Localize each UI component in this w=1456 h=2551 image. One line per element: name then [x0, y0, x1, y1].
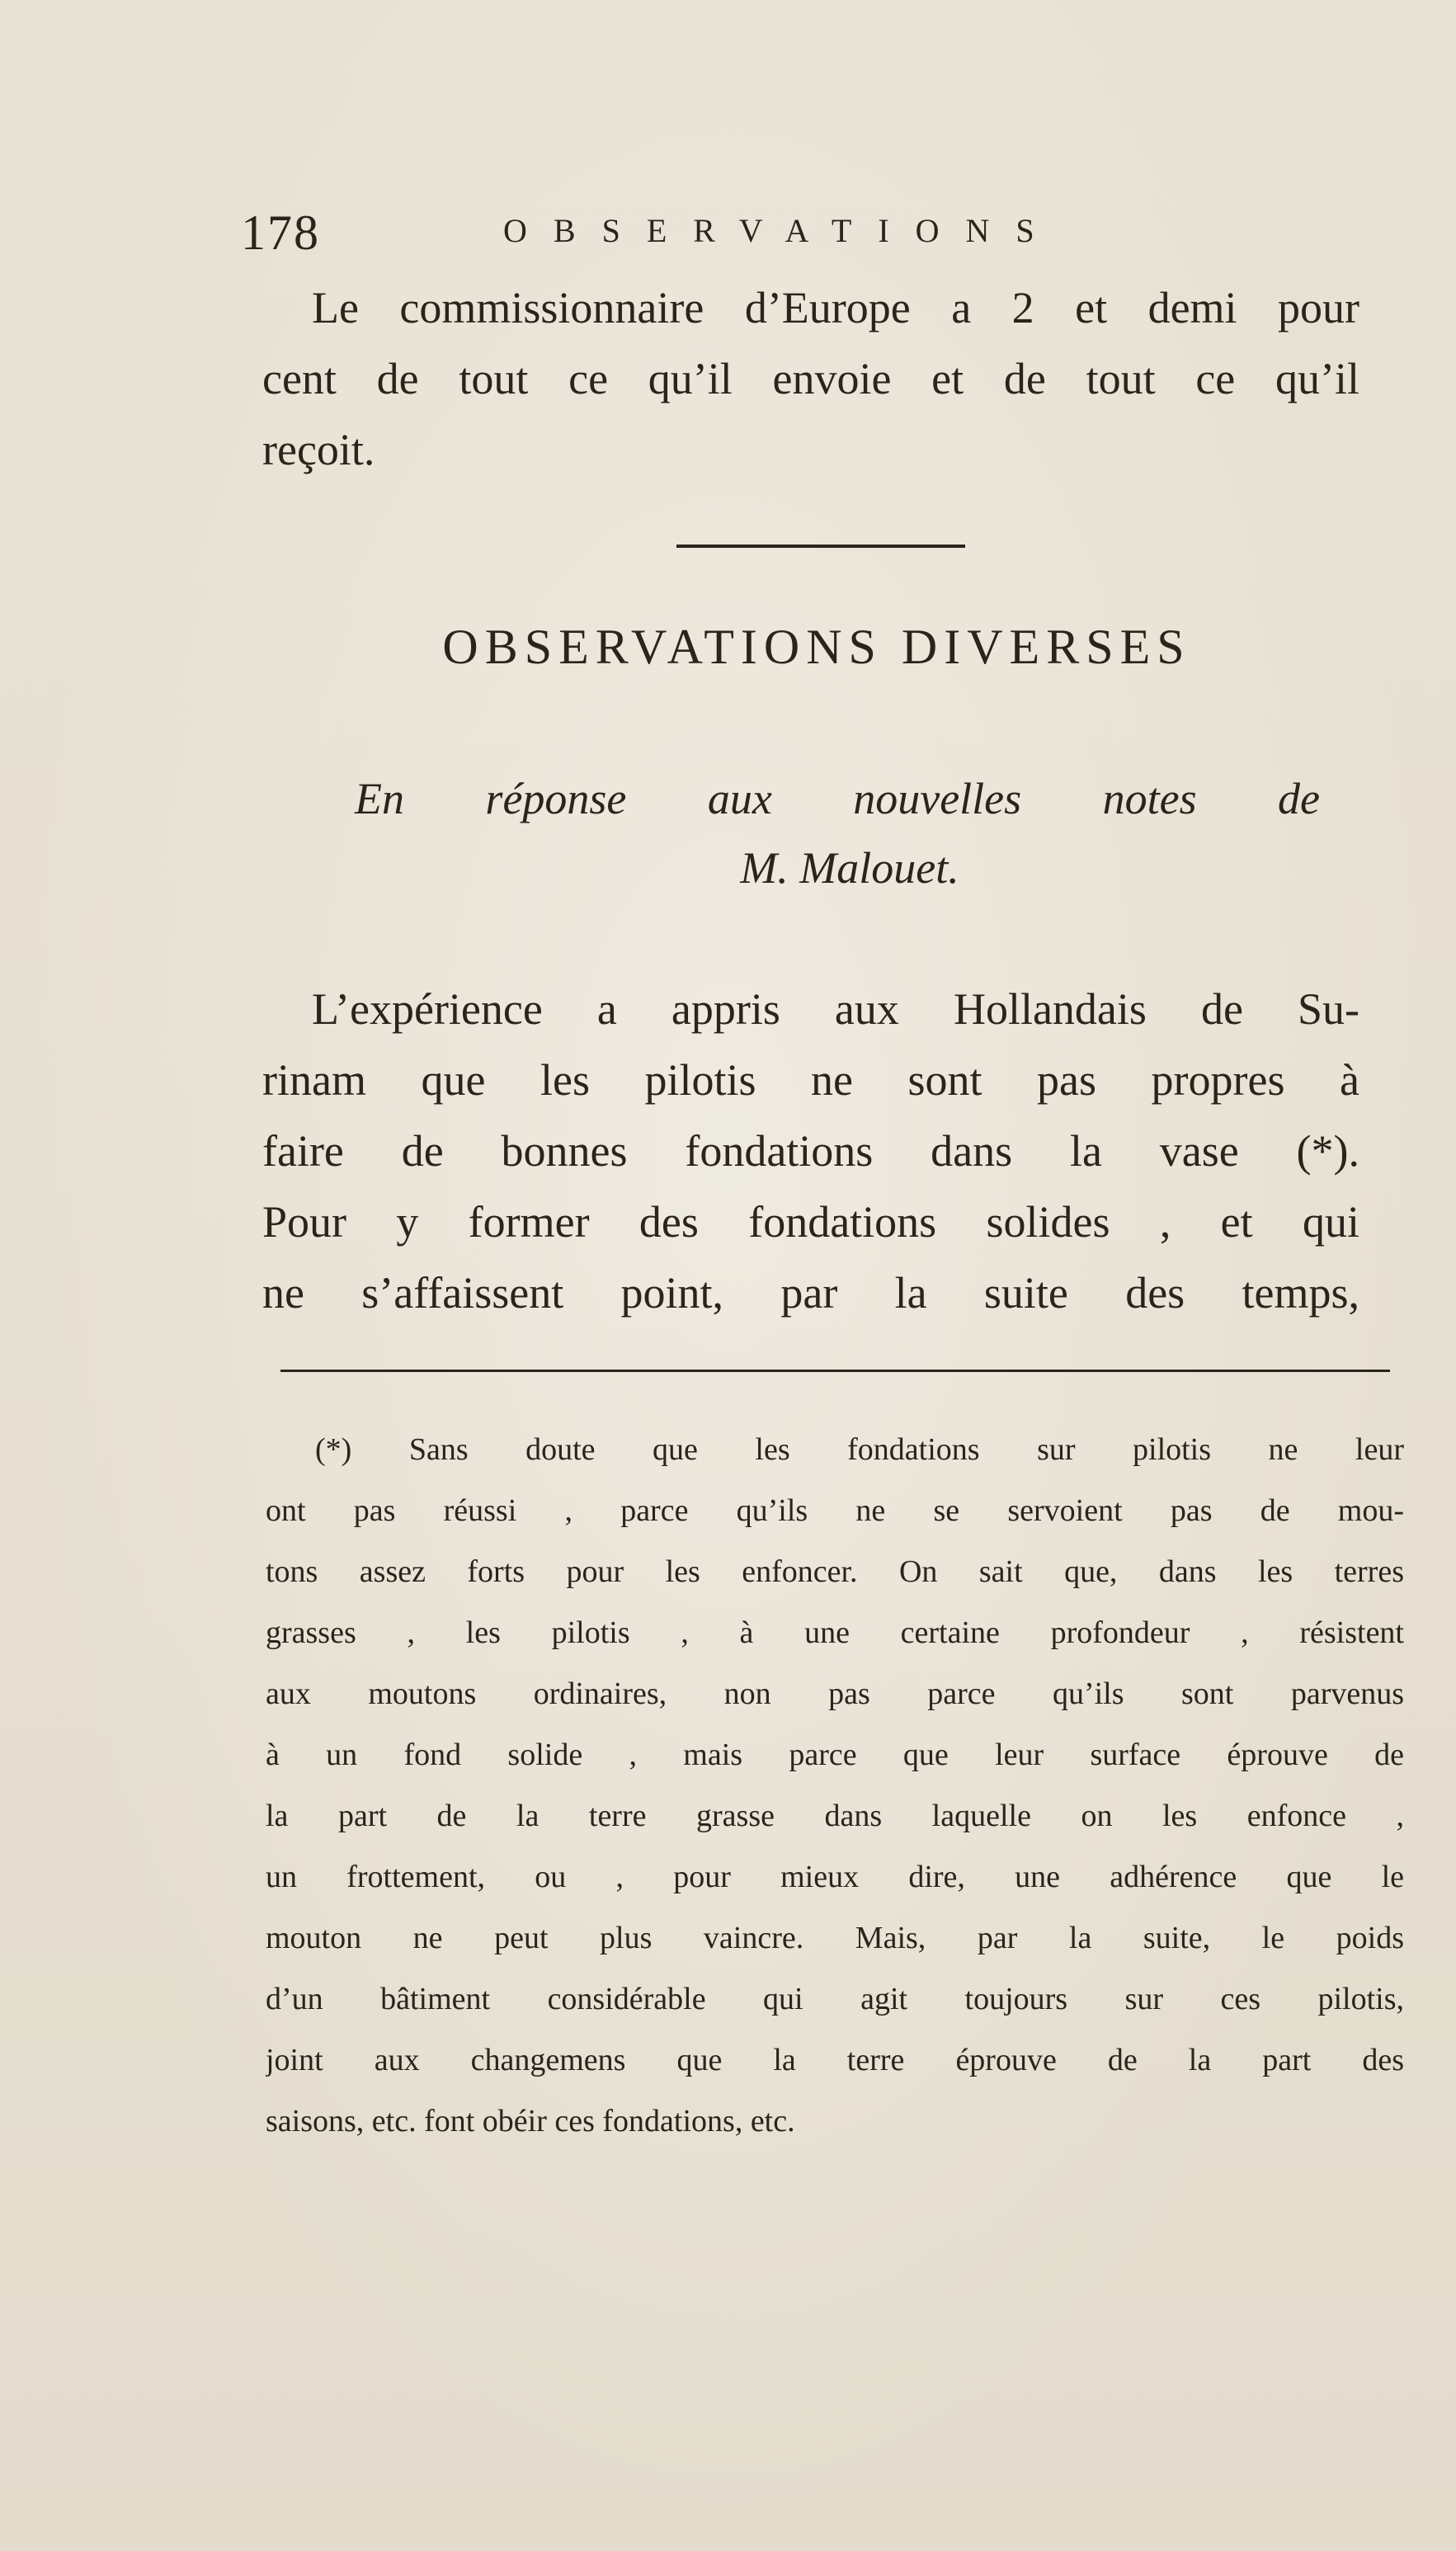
- section-subtitle: [330, 764, 1345, 903]
- page-number: 178: [241, 205, 320, 260]
- footnote: [266, 1419, 1404, 2152]
- text-line: ne s’affaissent point, par la suite des temps,: [262, 1268, 1359, 1318]
- text-line: Le commissionnaire d’Europe a 2 et demi pour: [312, 283, 1359, 332]
- footnote-line: un frottement, ou , pour mieux dire, une adhérence que le: [266, 1860, 1404, 1894]
- footnote-line: (*) Sans doute que les fondations sur pilotis ne leur: [315, 1432, 1404, 1467]
- footnote-separator: [280, 1370, 1390, 1372]
- subtitle-line: En réponse aux nouvelles notes de: [355, 774, 1320, 823]
- subtitle-line: M. Malouet.: [740, 843, 959, 893]
- running-head: [241, 205, 1214, 262]
- footnote-line: saisons, etc. font obéir ces fondations, etc.: [266, 2104, 795, 2138]
- footnote-line: ont pas réussi , parce qu’ils ne se servoient pas de mou-: [266, 1493, 1404, 1528]
- footnote-line: à un fond solide , mais parce que leur surface éprouve de: [266, 1738, 1404, 1772]
- text-line: rinam que les pilotis ne sont pas propres à: [262, 1055, 1359, 1105]
- footnote-line: aux moutons ordinaires, non pas parce qu’ils sont parvenus: [266, 1676, 1404, 1711]
- footnote-line: grasses , les pilotis , à une certaine profondeur , résistent: [266, 1615, 1404, 1650]
- running-title: OBSERVATIONS: [503, 212, 1061, 249]
- text-line: L’expérience a appris aux Hollandais de Su-: [312, 984, 1359, 1034]
- footnote-line: la part de la terre grasse dans laquelle on les enfonce ,: [266, 1799, 1404, 1833]
- text-line: reçoit.: [262, 425, 375, 474]
- text-line: Pour y former des fondations solides , et qui: [262, 1197, 1359, 1247]
- footnote-line: tons assez forts pour les enfoncer. On sait que, dans les terres: [266, 1554, 1404, 1589]
- footnote-line: d’un bâtiment considérable qui agit toujours sur ces pilotis,: [266, 1982, 1404, 2016]
- text-line: cent de tout ce qu’il envoie et de tout ce qu’il: [262, 354, 1359, 403]
- text-line: faire de bonnes fondations dans la vase (*).: [262, 1126, 1359, 1176]
- section-divider: [676, 545, 965, 548]
- section-title: OBSERVATIONS DIVERSES: [442, 620, 1191, 674]
- top-paragraph: [262, 272, 1359, 485]
- footnote-line: joint aux changemens que la terre éprouve de la part des: [266, 2043, 1404, 2077]
- footnote-line: mouton ne peut plus vaincre. Mais, par la suite, le poids: [266, 1921, 1404, 1955]
- body-paragraph: [262, 974, 1359, 1328]
